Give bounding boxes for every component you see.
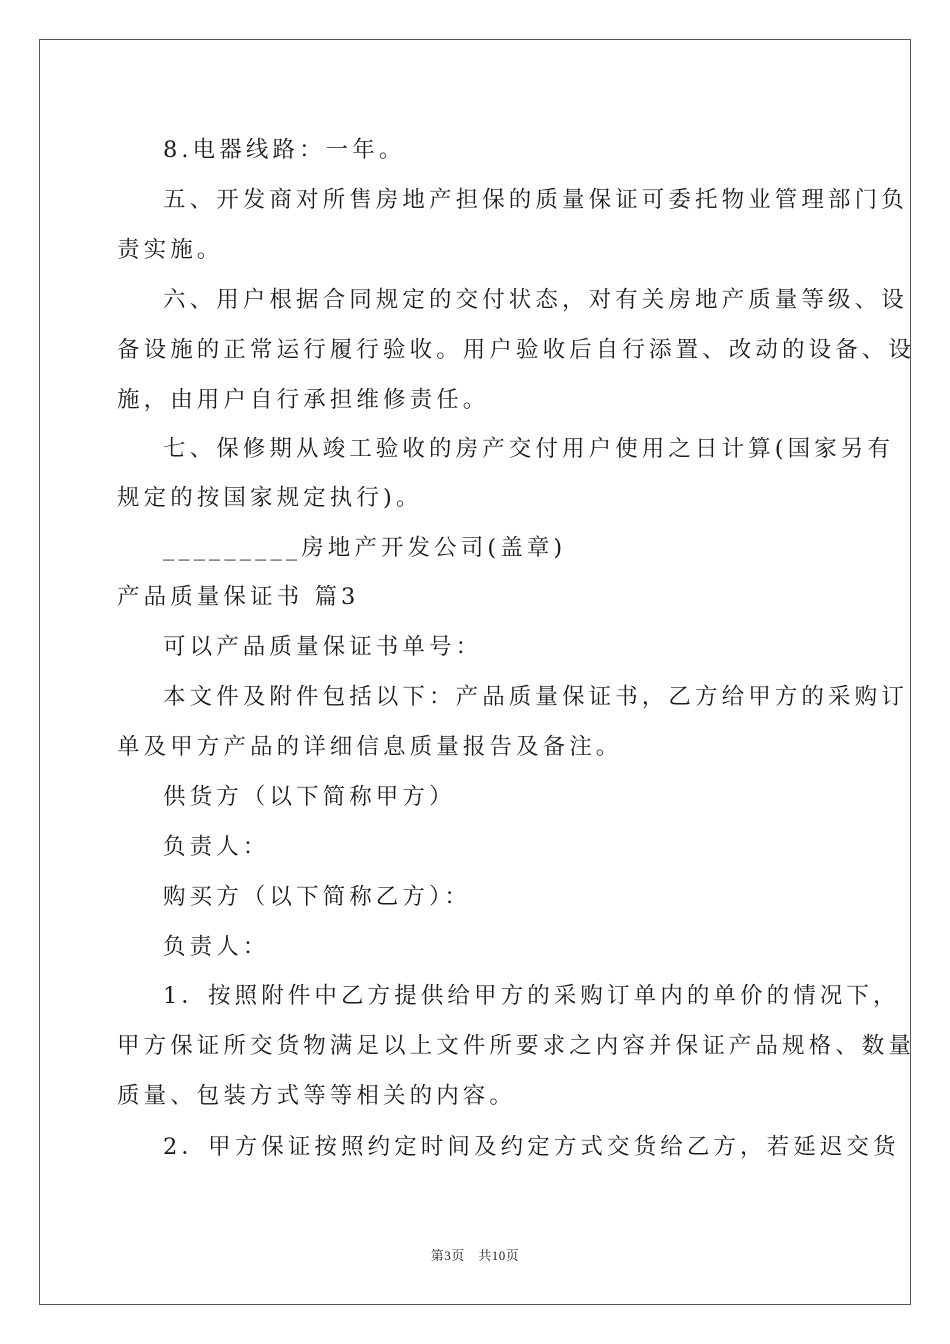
text-line: 负责人：	[163, 934, 270, 960]
text-line: 施，由用户自行承担维修责任。	[117, 387, 490, 413]
text-line: 2．甲方保证按照约定时间及约定方式交货给乙方，若延迟交货	[163, 1134, 900, 1160]
text-line: 供货方（以下简称甲方）	[163, 784, 456, 810]
text-line: 本文件及附件包括以下：产品质量保证书，乙方给甲方的采购订	[163, 684, 908, 710]
text-line: 七、保修期从竣工验收的房产交付用户使用之日计算(国家另有	[163, 436, 895, 462]
text-line: _________房地产开发公司(盖章)	[163, 535, 567, 561]
text-line: 规定的按国家规定执行)。	[117, 485, 423, 511]
text-line: 8.电器线路：一年。	[163, 137, 406, 163]
text-line: 单及甲方产品的详细信息质量报告及备注。	[117, 734, 623, 760]
text-line: 负责人：	[163, 834, 270, 860]
page-border	[39, 39, 911, 1305]
text-line: 可以产品质量保证书单号：	[163, 634, 483, 660]
text-line: 五、开发商对所售房地产担保的质量保证可委托物业管理部门负	[163, 187, 908, 213]
text-line: 备设施的正常运行履行验收。用户验收后自行添置、改动的设备、设	[117, 337, 916, 363]
text-line: 甲方保证所交货物满足以上文件所要求之内容并保证产品规格、数量	[117, 1033, 916, 1059]
text-line: 责实施。	[117, 237, 224, 263]
page-number-footer: 第3页 共10页	[430, 1248, 520, 1263]
text-line: 六、用户根据合同规定的交付状态，对有关房地产质量等级、设	[163, 287, 908, 313]
text-line: 1．按照附件中乙方提供给甲方的采购订单内的单价的情况下，	[163, 983, 900, 1009]
section-heading: 产品质量保证书 篇3	[117, 584, 360, 610]
text-line: 质量、包装方式等等相关的内容。	[117, 1083, 517, 1109]
text-line: 购买方（以下简称乙方）：	[163, 884, 471, 910]
